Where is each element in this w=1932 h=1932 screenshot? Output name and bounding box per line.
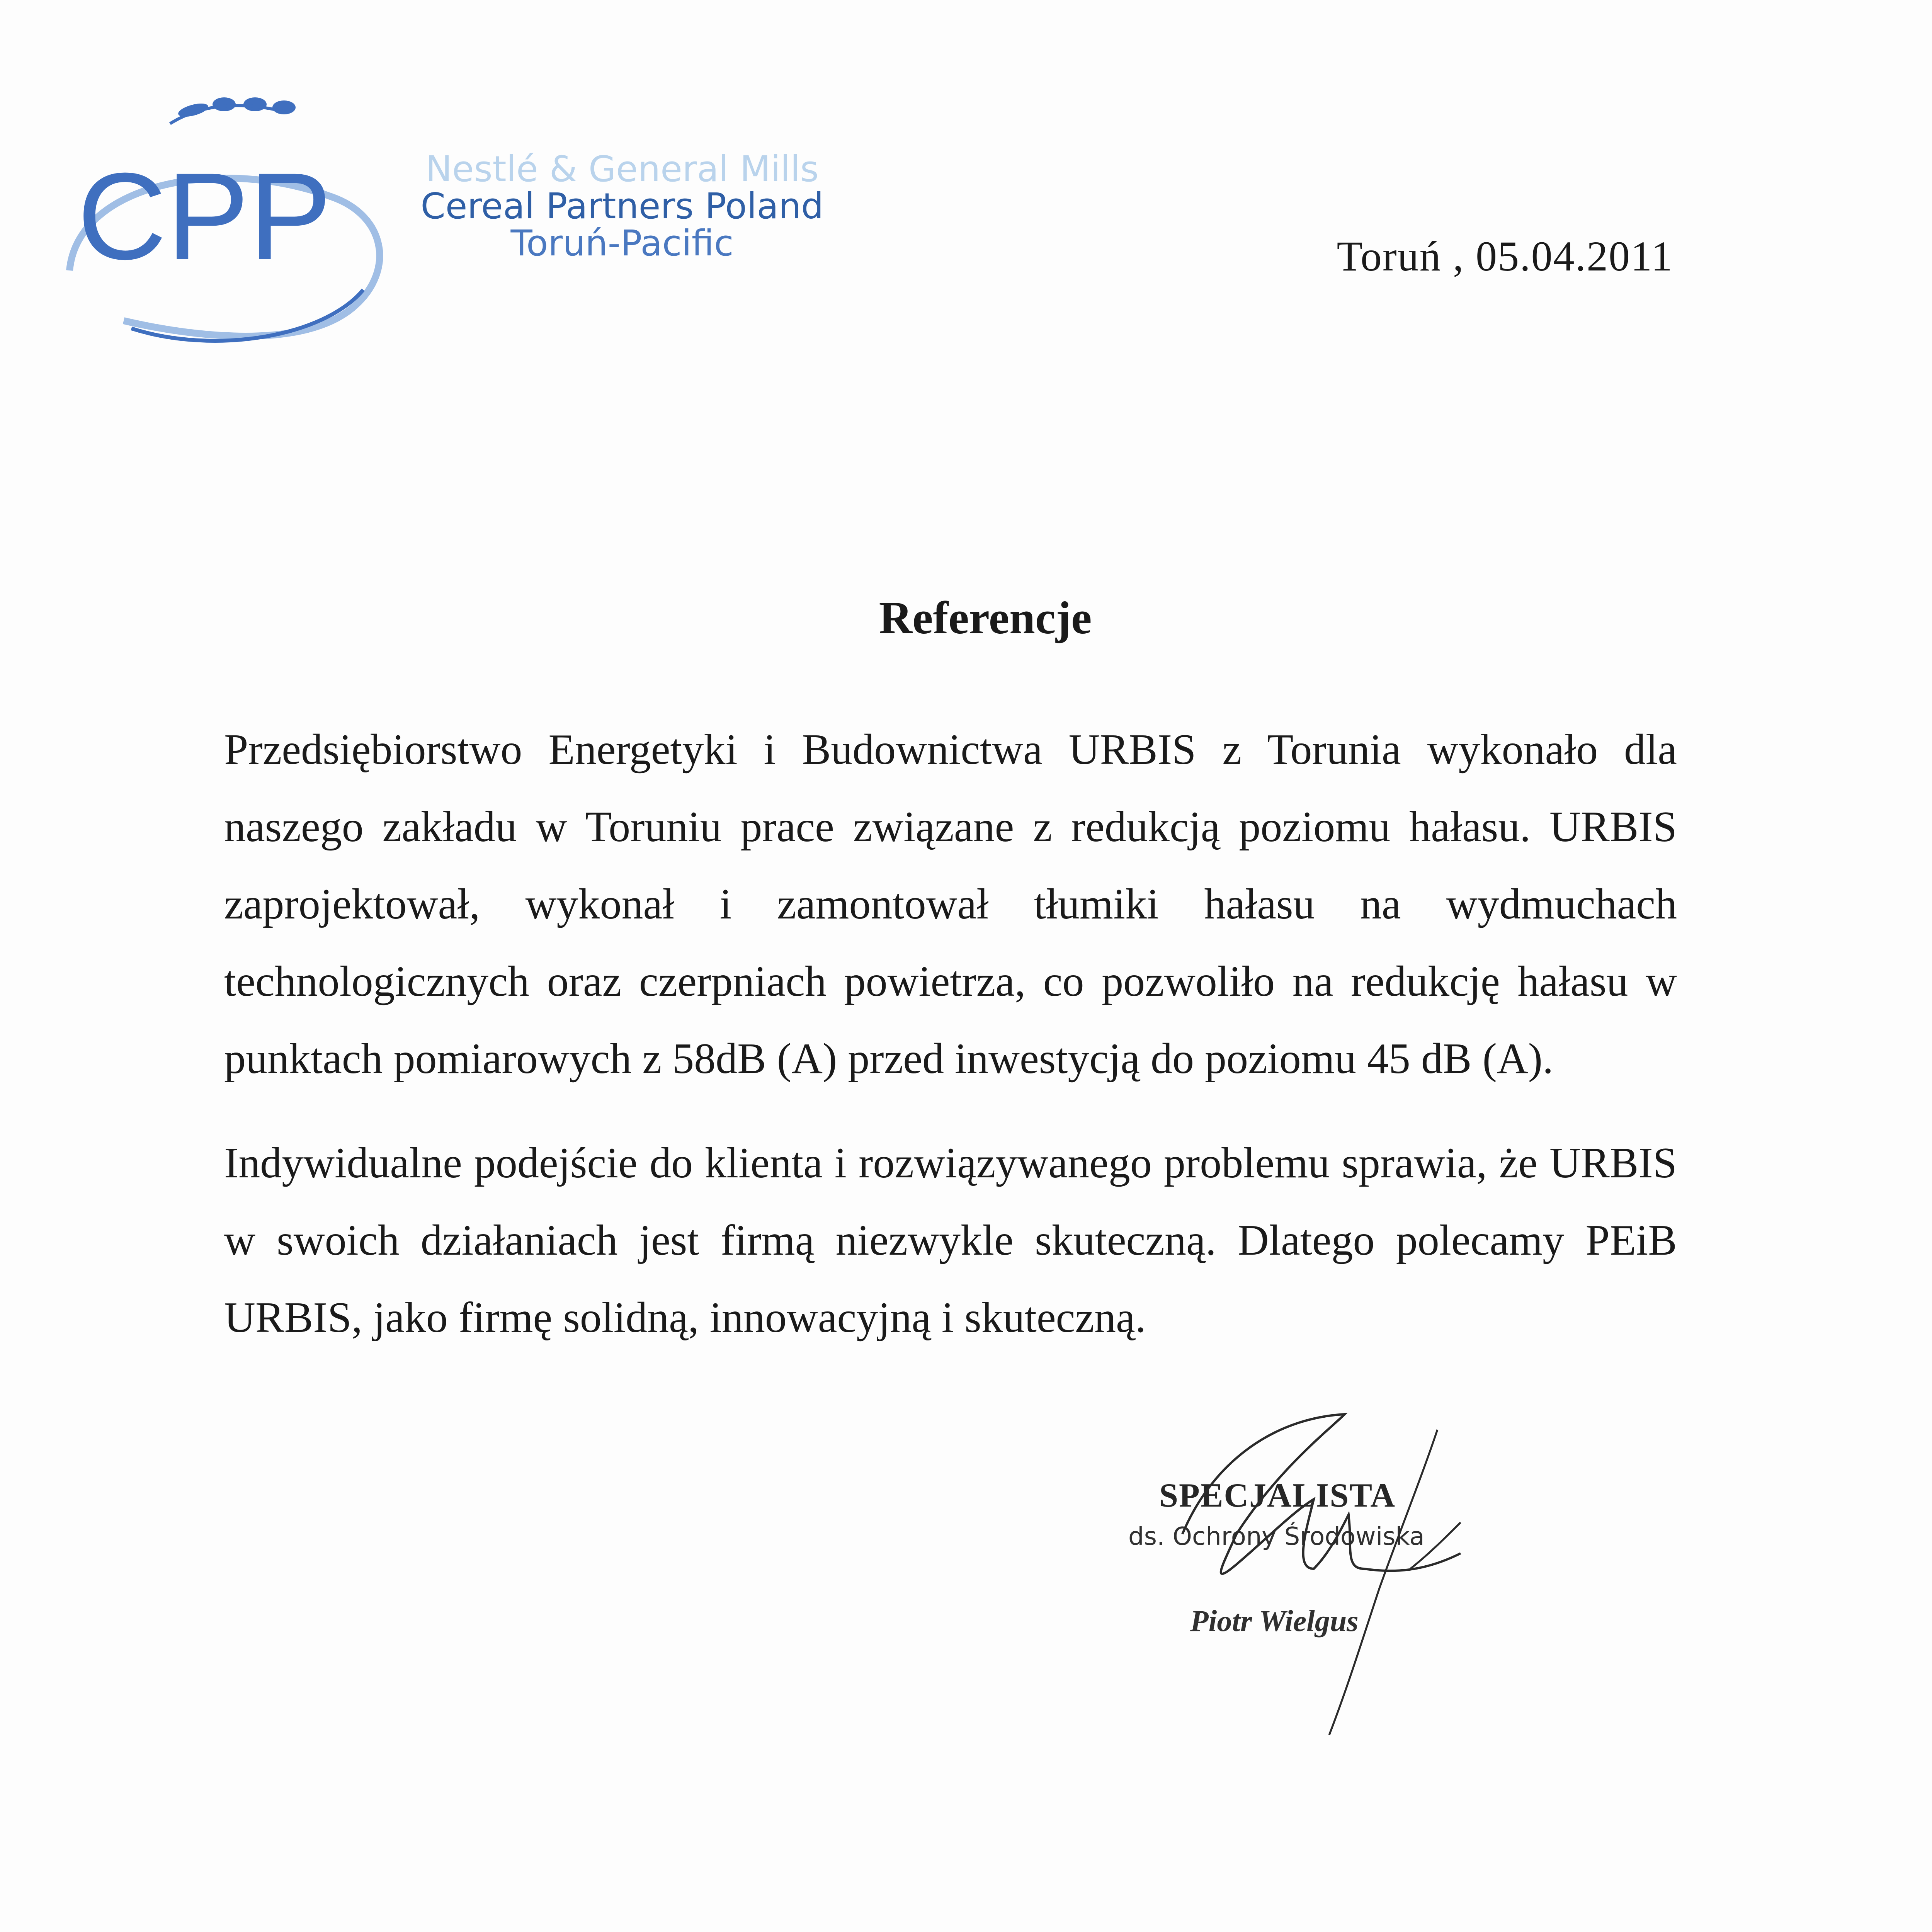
handwritten-signature — [1113, 1406, 1499, 1754]
stamp-title: SPECJALISTA — [1159, 1477, 1396, 1514]
cpp-logo — [54, 89, 394, 344]
signature-stamp — [1113, 1406, 1499, 1754]
company-line-3: Toruń-Pacific — [510, 223, 734, 264]
body-paragraph-1: Przedsiębiorstwo Energetyki i Budownictwa URBIS z Torunia wykonało dla naszego zakładu w Toruniu prace związane z redukcją poziomu hałasu. URBIS zaprojektował, wykonał i zamontował tłumiki hałasu na wydmuchach technologicznych oraz czerpniach powietrza, co pozwoliło na redukcję hałasu w punktach pomiarowych z 58dB (A) przed inwestycją do poziomu 45 dB (A). — [224, 726, 1677, 1083]
company-line-2: Cereal Partners Poland — [420, 185, 824, 227]
letter-date: Toruń , 05.04.2011 — [1337, 233, 1673, 280]
stamp-department: ds. Ochrony Środowiska — [1128, 1522, 1425, 1551]
letter-title: Referencje — [879, 592, 1092, 643]
company-line-1: Nestlé & General Mills — [425, 148, 819, 190]
stamp-name: Piotr Wielgus — [1190, 1604, 1359, 1638]
body-paragraph-2: Indywidualne podejście do klienta i rozwiązywanego problemu sprawia, że URBIS w swoich działaniach jest firmą niezwykle skuteczną. Dlatego polecamy PEiB URBIS, jako firmę solidną, innowacyjną i skuteczną. — [224, 1139, 1677, 1342]
cpp-logo-graphic — [54, 89, 394, 344]
logo-text: CPP — [77, 147, 332, 285]
company-name-block — [410, 148, 835, 264]
